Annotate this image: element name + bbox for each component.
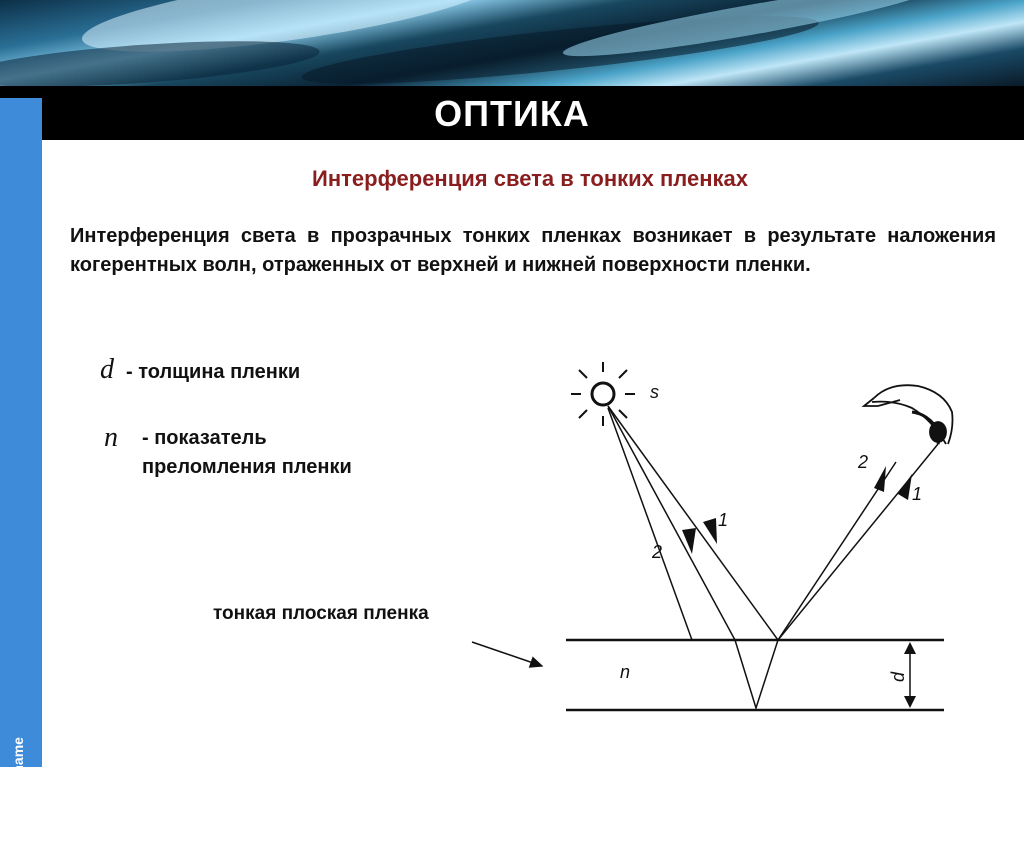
sun-icon <box>571 362 635 426</box>
ray-2-label: 2 <box>652 542 663 562</box>
eye-icon <box>864 385 953 444</box>
thickness-label: d <box>888 671 908 682</box>
refracted-ray <box>735 640 778 708</box>
header-banner <box>0 0 1024 86</box>
thin-film-diagram <box>460 340 1000 730</box>
medium-label: n <box>620 662 631 682</box>
company-name: company name <box>10 737 26 839</box>
refractive-index-definition-line1: - показатель <box>142 427 267 449</box>
ray-2-reflected-arrowhead <box>874 466 886 492</box>
ray-1-label: 1 <box>718 510 729 530</box>
page-title: ОПТИКА <box>434 93 590 134</box>
thickness-arrow-top <box>904 642 916 654</box>
film-pointer-arrow <box>472 642 542 666</box>
refractive-index-symbol: n <box>104 422 118 453</box>
ray-2-incident <box>608 408 692 640</box>
title-bar <box>0 86 1024 140</box>
ray-1-reflected-label: 1 <box>912 484 923 504</box>
ray-2-reflected-label: 2 <box>858 452 869 472</box>
thickness-symbol: d <box>100 354 114 385</box>
ray-1-reflected-arrowhead <box>898 474 912 500</box>
slide-subtitle: Интерференция света в тонких пленках <box>312 166 748 191</box>
intro-paragraph: Интерференция света в прозрачных тонких пленках возникает в результате наложения когерентных волн, отраженных от верхней и нижней поверхности пленки. <box>70 225 996 276</box>
side-bar <box>0 98 42 839</box>
source-label: s <box>650 382 659 402</box>
thickness-definition: - толщина пленки <box>126 361 301 383</box>
refractive-index-definition-line2: преломления пленки <box>142 456 352 478</box>
ray-1-reflected <box>778 444 938 640</box>
thickness-arrow-bottom <box>904 696 916 708</box>
ray-1-incident-line <box>608 406 778 640</box>
film-label: тонкая плоская пленка <box>213 603 429 624</box>
